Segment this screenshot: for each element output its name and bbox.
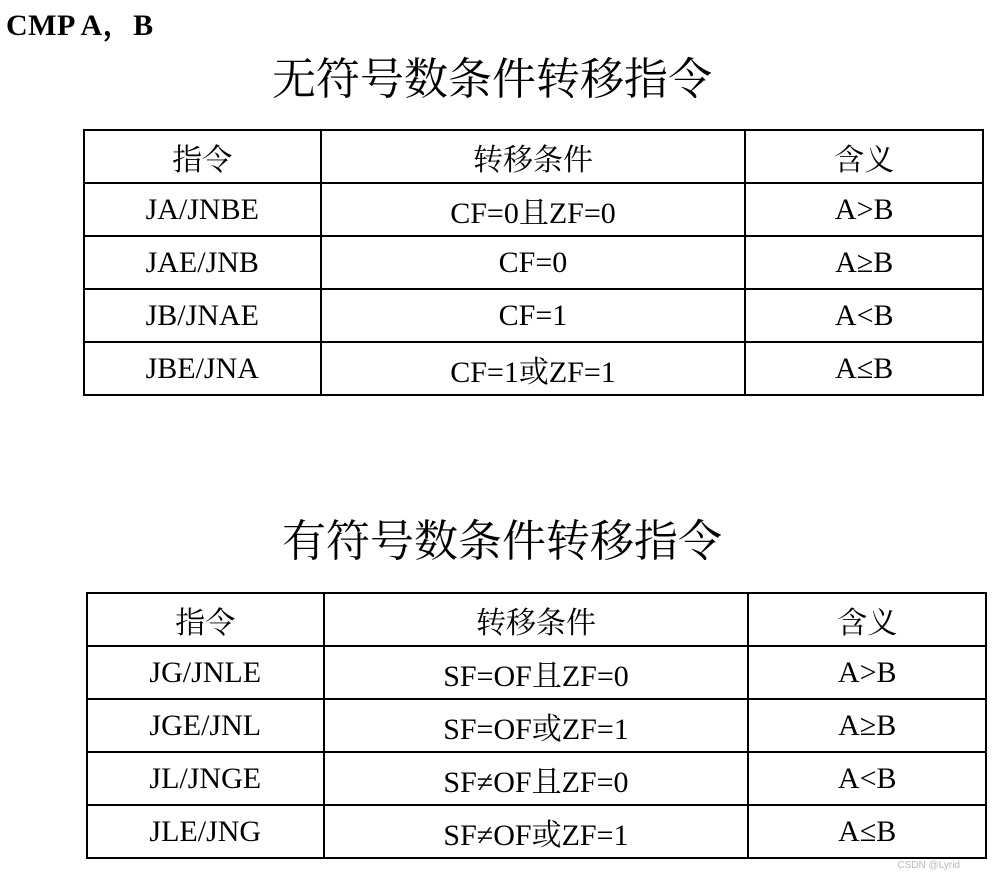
meaning-cell: A<B	[748, 752, 986, 805]
condition-cell: SF=OF或ZF=1	[324, 699, 749, 752]
column-header-condition: 转移条件	[321, 130, 746, 183]
column-header-instruction: 指令	[84, 130, 321, 183]
table-row	[87, 699, 986, 752]
table-row	[84, 289, 983, 342]
instruction-cell: JB/JNAE	[84, 289, 321, 342]
signed-table-title: 有符号数条件转移指令	[282, 516, 722, 567]
instruction-header: CMP A，B	[6, 9, 154, 42]
column-header-meaning: 含义	[748, 593, 986, 646]
condition-cell: SF≠OF或ZF=1	[324, 805, 749, 858]
instruction-cell: JGE/JNL	[87, 699, 324, 752]
table-row	[87, 752, 986, 805]
condition-cell: CF=0且ZF=0	[321, 183, 746, 236]
condition-cell: CF=0	[321, 236, 746, 289]
meaning-cell: A≤B	[748, 805, 986, 858]
meaning-cell: A<B	[745, 289, 983, 342]
meaning-cell: A>B	[745, 183, 983, 236]
condition-cell: SF=OF且ZF=0	[324, 646, 749, 699]
meaning-cell: A≥B	[745, 236, 983, 289]
instruction-cell: JLE/JNG	[87, 805, 324, 858]
condition-cell: SF≠OF且ZF=0	[324, 752, 749, 805]
unsigned-table-title: 无符号数条件转移指令	[272, 54, 712, 105]
watermark: CSDN @Lyrid	[897, 860, 960, 871]
signed-jump-table	[86, 592, 987, 859]
table-header-row	[87, 593, 986, 646]
table-row	[84, 183, 983, 236]
instruction-cell: JAE/JNB	[84, 236, 321, 289]
instruction-cell: JL/JNGE	[87, 752, 324, 805]
column-header-condition: 转移条件	[324, 593, 749, 646]
table-row	[87, 805, 986, 858]
instruction-cell: JA/JNBE	[84, 183, 321, 236]
condition-cell: CF=1	[321, 289, 746, 342]
meaning-cell: A≥B	[748, 699, 986, 752]
column-header-instruction: 指令	[87, 593, 324, 646]
table-row	[84, 236, 983, 289]
condition-cell: CF=1或ZF=1	[321, 342, 746, 395]
instruction-cell: JG/JNLE	[87, 646, 324, 699]
table-row	[84, 342, 983, 395]
meaning-cell: A≤B	[745, 342, 983, 395]
unsigned-jump-table	[83, 129, 984, 396]
column-header-meaning: 含义	[745, 130, 983, 183]
instruction-cell: JBE/JNA	[84, 342, 321, 395]
table-row	[87, 646, 986, 699]
table-header-row	[84, 130, 983, 183]
meaning-cell: A>B	[748, 646, 986, 699]
